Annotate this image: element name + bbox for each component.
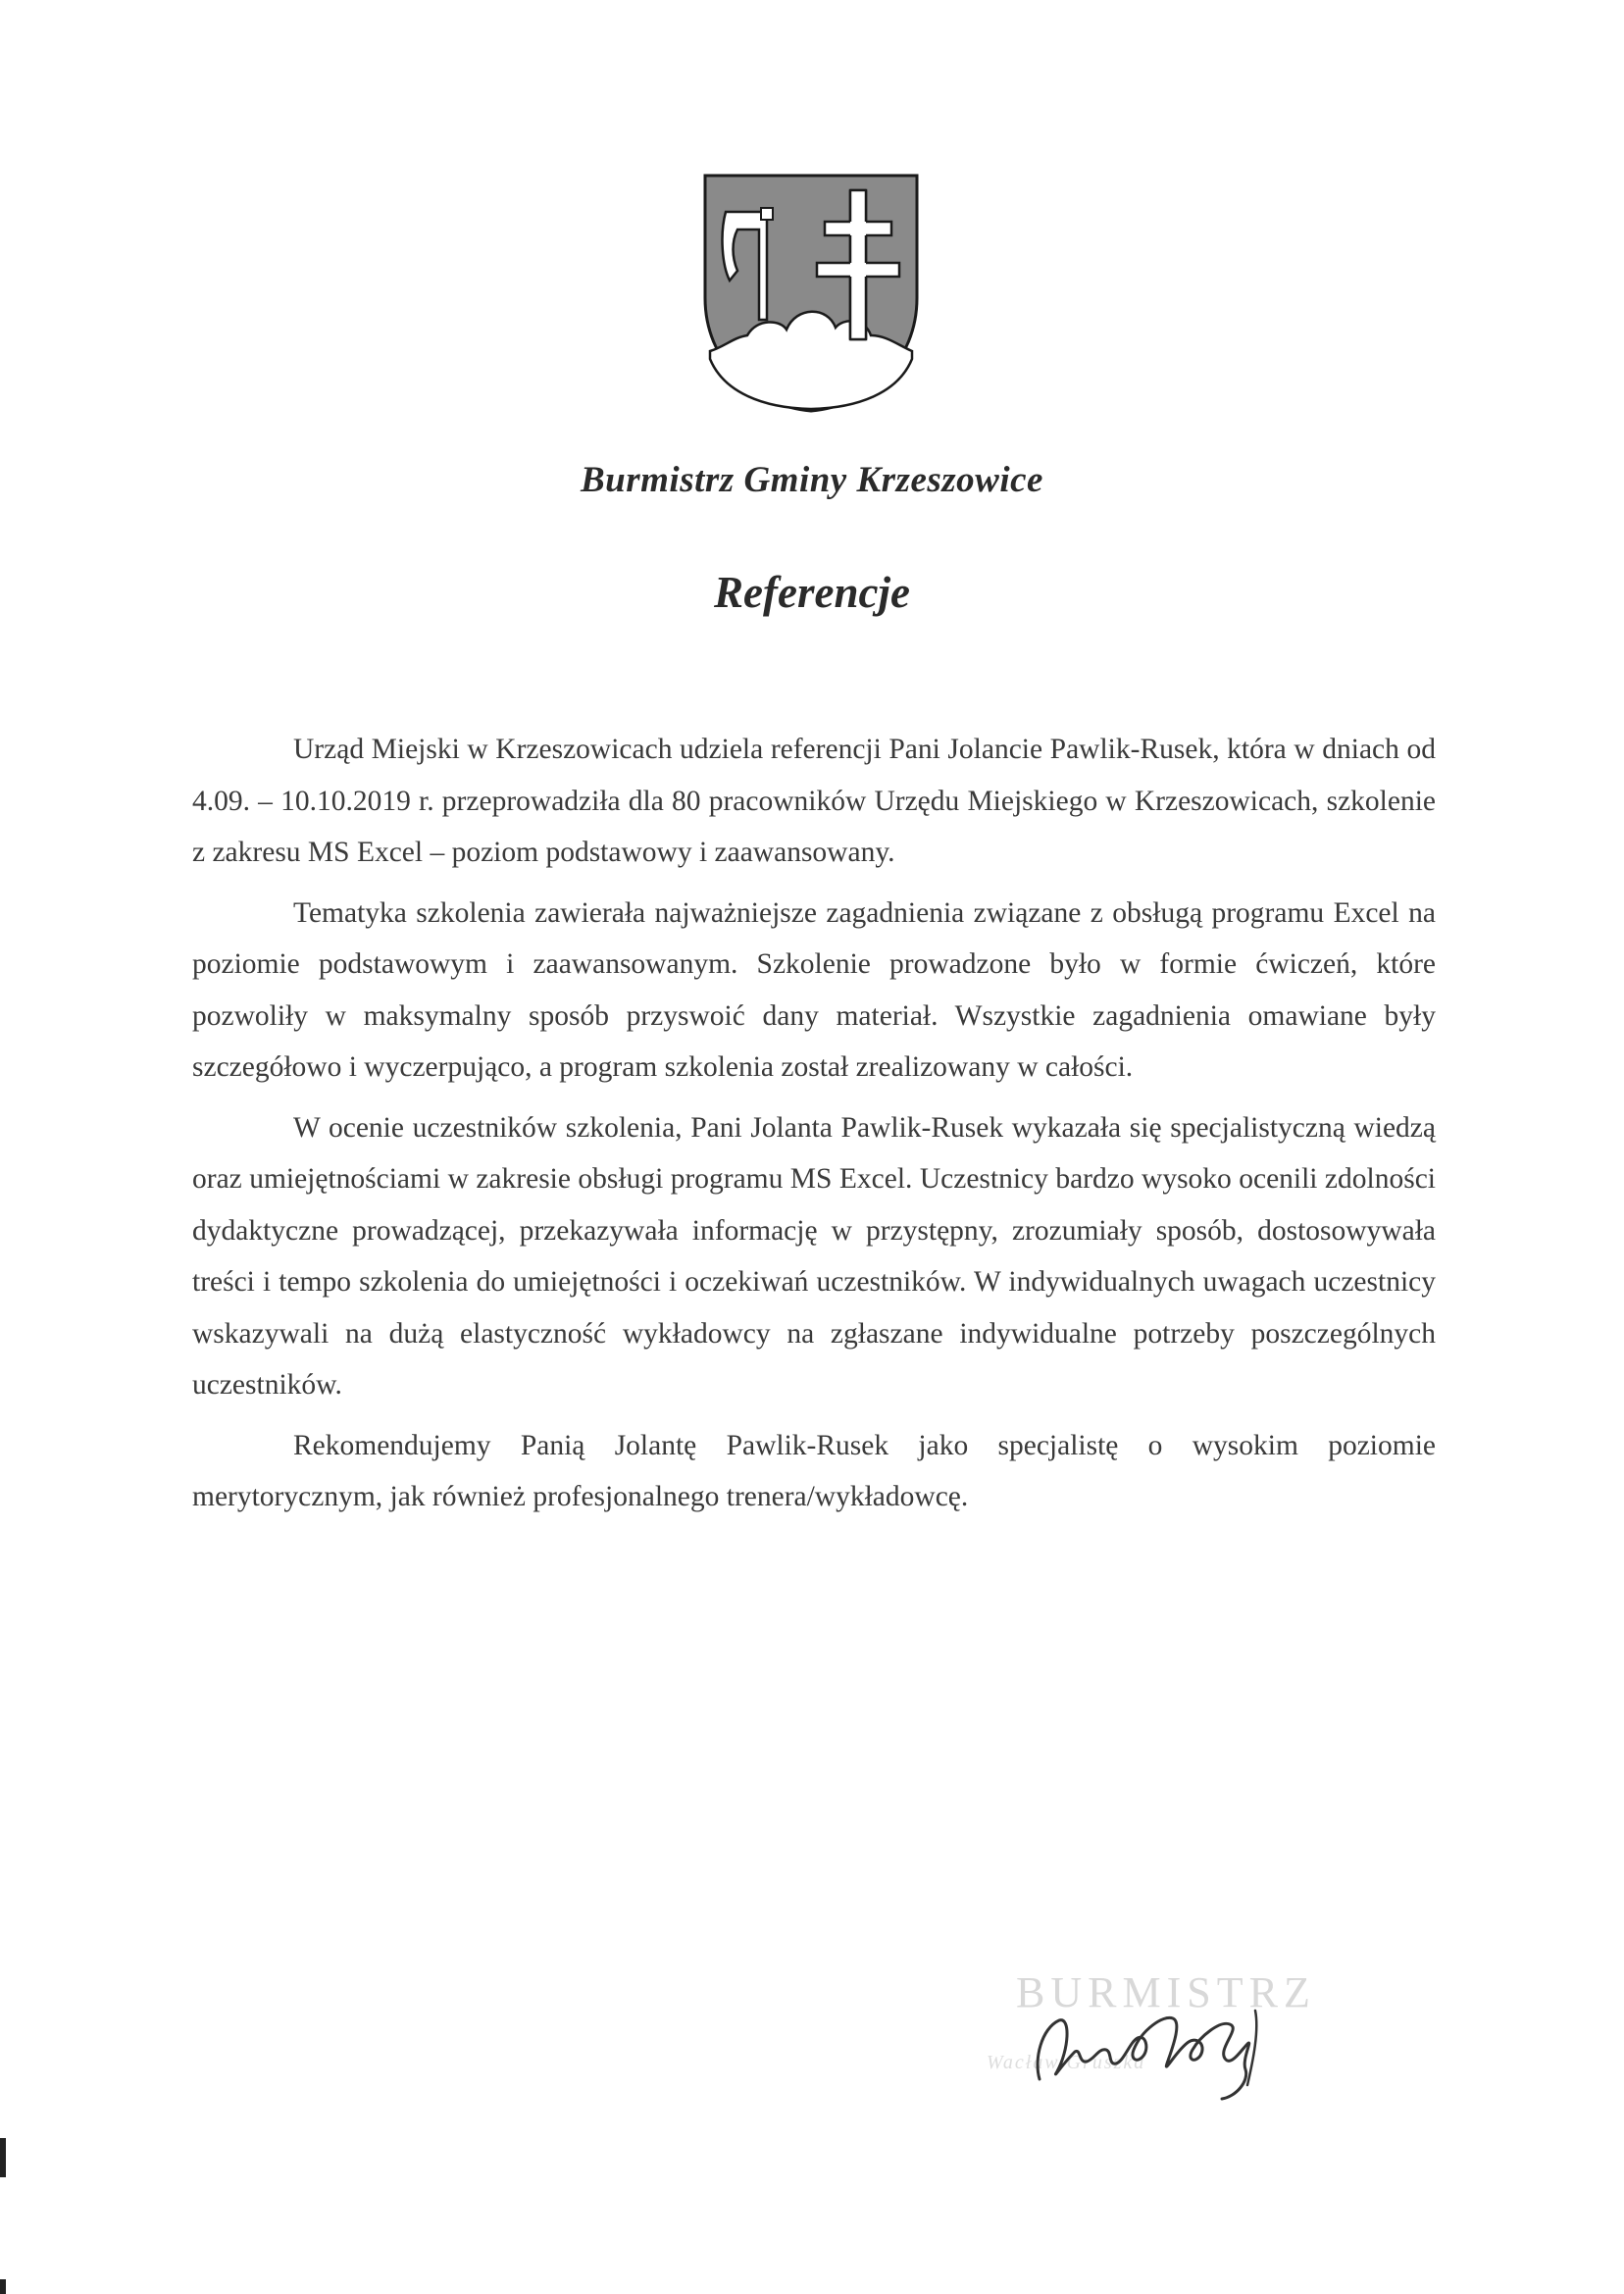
paragraph-evaluation: W ocenie uczestników szkolenia, Pani Jolanta Pawlik-Rusek wykazała się specjalistyczną wiedzą oraz umiejętnościami w zakresie obsługi programu MS Excel. Uczestnicy bardzo wysoko ocenili zdolności dydaktyczne prowadzącej, przekazywała informację w przystępny, zrozumiały sposób, dostosowywała treści i tempo szkolenia do umiejętności i oczekiwań uczestników. W indywidualnych uwagach uczestnicy wskazywali na dużą elastyczność wykładowcy na zgłaszane indywidualne potrzeby poszczególnych uczestników.	[192, 1111, 1436, 1401]
letter-body	[192, 724, 1436, 1532]
coat-of-arms-icon	[702, 173, 920, 414]
signature-stamp	[961, 1962, 1353, 2109]
stamp-label: BURMISTRZ	[1016, 1968, 1316, 2016]
stamp-name: Wacław Gruszka	[987, 2052, 1146, 2073]
issuer-heading: Burmistrz Gminy Krzeszowice	[581, 460, 1043, 500]
document-title: Referencje	[714, 568, 910, 617]
paragraph-intro: Urząd Miejski w Krzeszowicach udziela referencji Pani Jolancie Pawlik-Rusek, która w dniach od 4.09. – 10.10.2019 r. przeprowadziła dla 80 pracowników Urzędu Miejskiego w Krzeszowicach, szkolenie z zakresu MS Excel – poziom podstawowy i zaawansowany.	[192, 734, 1436, 868]
scan-edge-mark	[0, 2279, 6, 2294]
handwritten-signature	[1020, 1991, 1334, 2109]
paragraph-recommendation: Rekomendujemy Panią Jolantę Pawlik-Rusek jako specjalistę o wysokim poziomie merytorycznym, jak również profesjonalnego trenera/wykładowcę.	[192, 1429, 1436, 1512]
paragraph-topics: Tematyka szkolenia zawierała najważniejsze zagadnienia związane z obsługą programu Excel na poziomie podstawowym i zaawansowanym. Szkolenie prowadzone było w formie ćwiczeń, które pozwoliły w maksymalny sposób przyswoić dany materiał. Wszystkie zagadnienia omawiane były szczegółowo i wyczerpująco, a program szkolenia został zrealizowany w całości.	[192, 896, 1436, 1083]
scan-edge-mark	[0, 2138, 6, 2177]
